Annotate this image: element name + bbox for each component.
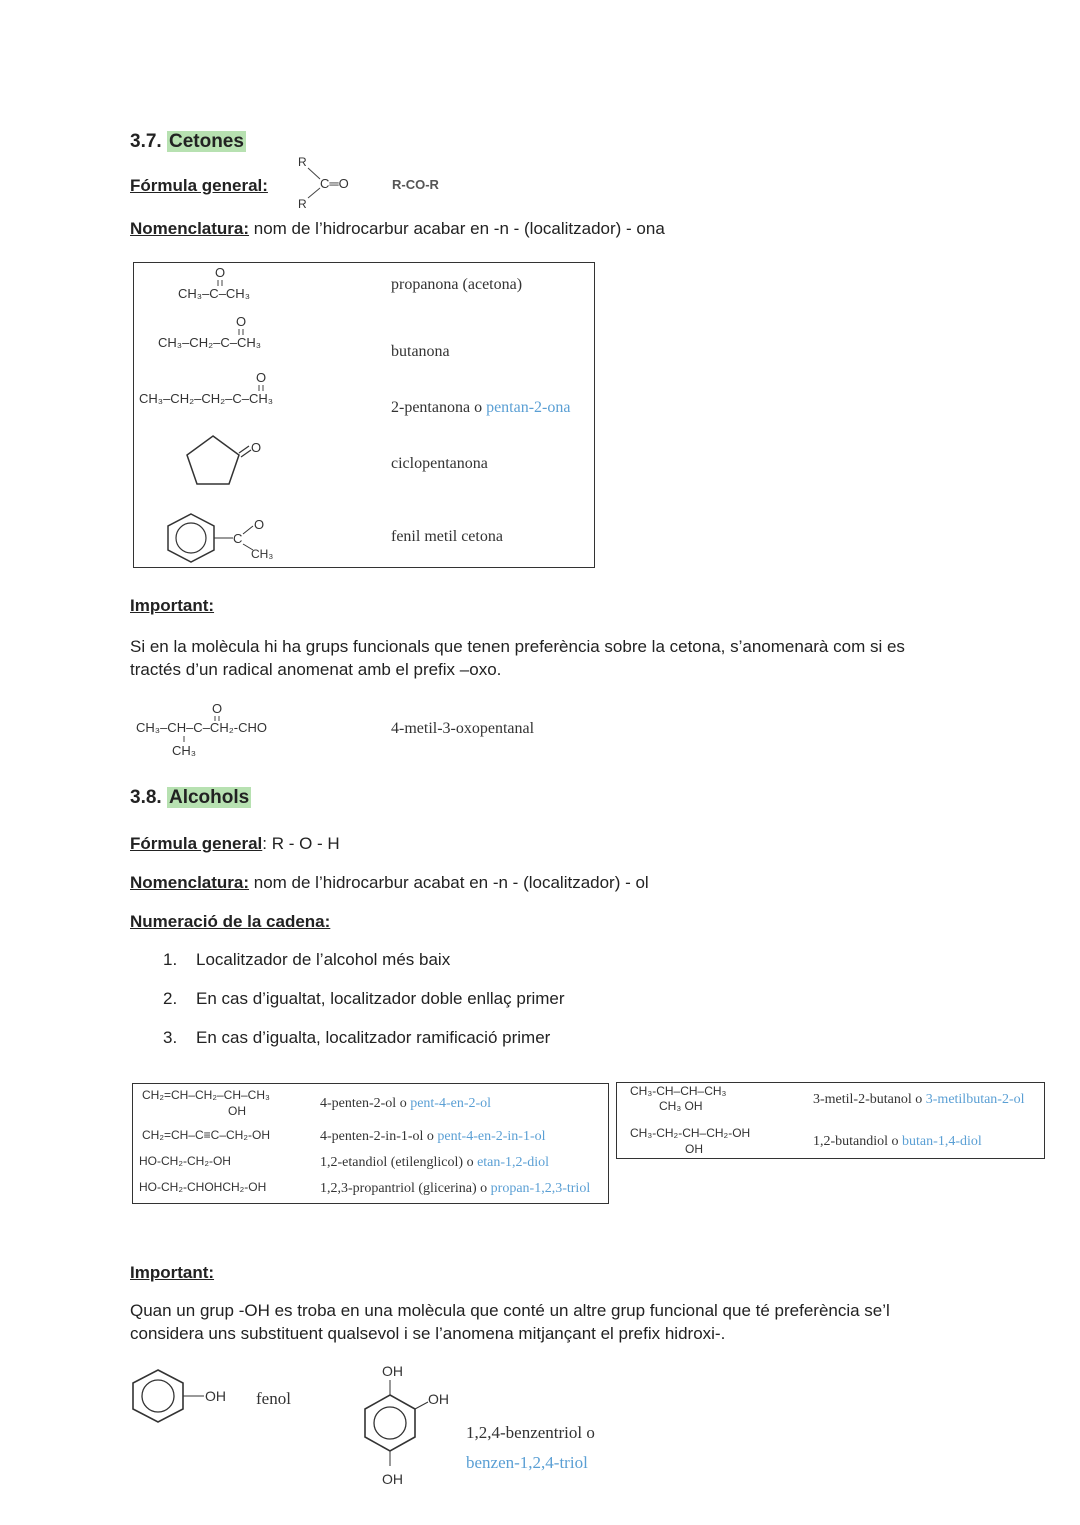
benzene-ring bbox=[133, 1370, 183, 1422]
important-text: Quan un grup -OH es troba en una molècula que conté un altre grup funcional que té preferència se’l considera uns substituent qualsevol i se l’anomena mitjançant el prefix hidroxi-. bbox=[130, 1301, 890, 1343]
section-number: 3.8. bbox=[130, 787, 162, 808]
alcohol-formula-line bbox=[130, 832, 340, 855]
benzene-ring bbox=[168, 514, 214, 562]
example-name: propanona (acetona) bbox=[391, 276, 523, 293]
ketone-formula-text: R-CO-R bbox=[392, 177, 439, 192]
bond-line bbox=[243, 526, 253, 534]
alt-name: pent-4-en-2-ol bbox=[410, 1096, 492, 1111]
numbering-label: Numeració de la cadena: bbox=[130, 912, 331, 931]
formula-substituent: OH bbox=[685, 1142, 703, 1156]
formula-cell: CH₂=CH–C≡C–CH₂-OH bbox=[142, 1128, 270, 1142]
example-name bbox=[391, 399, 570, 417]
important-text: Si en la molècula hi ha grups funcionals que tenen preferència sobre la cetona, s’anomenarà com si es tractés d’un radical anomenat amb el prefix –oxo. bbox=[130, 637, 905, 679]
hydroxyl-label: OH bbox=[205, 1388, 226, 1404]
name-text: 1,2-etandiol (etilenglicol) o bbox=[320, 1155, 478, 1170]
example-name: ciclopentanona bbox=[391, 455, 488, 472]
carbonyl-label: C═O bbox=[320, 176, 349, 191]
formula-cell: CH₂=CH–CH₂–CH–CH₃ bbox=[142, 1088, 270, 1102]
example-alt-name: pentan-2-ona bbox=[486, 399, 571, 416]
hydroxyl-label: OH bbox=[382, 1471, 403, 1487]
alt-name: butan-1,4-diol bbox=[902, 1134, 982, 1149]
list-number: 1. bbox=[163, 950, 178, 969]
oxygen-label: O bbox=[212, 701, 223, 716]
list-text: Localitzador de l’alcohol més baix bbox=[196, 950, 451, 969]
ketone-general-structure bbox=[290, 152, 370, 212]
formula-cell: CH₃-CH–CH–CH₃ bbox=[630, 1084, 727, 1098]
chain-label: CH₃–CH₂–CH₂–C–CH₃ bbox=[139, 391, 274, 406]
list-number: 2. bbox=[163, 989, 178, 1008]
name-text: 4-penten-2-ol o bbox=[320, 1096, 411, 1111]
numbering-list-item bbox=[163, 987, 565, 1010]
oxygen-label: O bbox=[236, 314, 247, 329]
hydroxyl-label: OH bbox=[382, 1363, 403, 1379]
alcohol-table-left bbox=[132, 1083, 609, 1204]
cyclopentanone-structure bbox=[183, 432, 283, 492]
phenol-structure bbox=[130, 1368, 240, 1428]
benzenetriol-structure bbox=[360, 1362, 470, 1492]
name-cell bbox=[320, 1129, 546, 1145]
list-text: En cas d’igualtat, localitzador doble enllaç primer bbox=[196, 989, 565, 1008]
triol-alt-name: benzen-1,2,4-triol bbox=[466, 1453, 588, 1472]
formula-substituent: OH bbox=[228, 1104, 246, 1118]
section-heading: Alcohols bbox=[168, 787, 250, 808]
aromatic-circle bbox=[142, 1380, 174, 1412]
alt-name: propan-1,2,3-triol bbox=[490, 1181, 591, 1196]
alcohol-table-right bbox=[616, 1082, 1045, 1159]
pentagon-ring bbox=[187, 436, 239, 484]
oxygen-label: O bbox=[251, 440, 262, 455]
name-cell bbox=[320, 1155, 549, 1171]
list-number: 3. bbox=[163, 1028, 178, 1047]
name-cell bbox=[320, 1096, 491, 1112]
oxo-example-name: 4-metil-3-oxopentanal bbox=[391, 720, 535, 737]
aromatic-circle bbox=[374, 1407, 406, 1439]
name-cell bbox=[813, 1092, 1025, 1108]
chain-label: CH₃–C–CH₃ bbox=[178, 286, 250, 301]
oxo-example-structure bbox=[136, 700, 326, 760]
example-name: butanona bbox=[391, 343, 450, 360]
butanone-structure bbox=[158, 313, 308, 353]
important-label: Important: bbox=[130, 596, 215, 615]
formula-cell: CH₃-CH₂-CH–CH₂-OH bbox=[630, 1126, 751, 1140]
oxygen-label: O bbox=[256, 370, 267, 385]
nomenclature-label: Nomenclatura: bbox=[130, 219, 250, 238]
oxygen-label: O bbox=[215, 265, 226, 280]
example-name: fenil metil cetona bbox=[391, 528, 503, 545]
bond-line bbox=[308, 168, 320, 179]
section-heading: Cetones bbox=[168, 131, 244, 152]
phenol-name: fenol bbox=[256, 1389, 291, 1408]
propanone-structure bbox=[178, 264, 298, 304]
chain-label: CH₃–CH₂–C–CH₃ bbox=[158, 335, 262, 350]
formula-text: : R - O - H bbox=[262, 834, 340, 853]
ketone-formula-line bbox=[130, 174, 268, 197]
section-number: 3.7. bbox=[130, 131, 162, 152]
chain-label: CH₃–CH–C–CH₂-CHO bbox=[136, 720, 267, 735]
list-text: En cas d’igualta, localitzador ramificació primer bbox=[196, 1028, 551, 1047]
acetophenone-structure bbox=[163, 510, 293, 570]
alcohol-nomenclature bbox=[130, 871, 649, 894]
name-text: 3-metil-2-butanol o bbox=[813, 1092, 926, 1107]
section-title-alcohols bbox=[130, 787, 251, 809]
section-title-ketones bbox=[130, 131, 246, 153]
formula-label: Fórmula general: bbox=[130, 176, 268, 195]
example-name-text: 2-pentanona o bbox=[391, 399, 487, 416]
hydroxyl-label: OH bbox=[428, 1391, 449, 1407]
aromatic-circle bbox=[176, 523, 206, 553]
important-label: Important: bbox=[130, 1263, 215, 1282]
name-text: 1,2,3-propantriol (glicerina) o bbox=[320, 1181, 491, 1196]
r-group-label: R bbox=[298, 155, 307, 169]
formula-cell: HO-CH₂-CH₂-OH bbox=[139, 1154, 231, 1168]
numbering-list-item bbox=[163, 948, 451, 971]
r-group-label: R bbox=[298, 197, 307, 211]
alt-name: 3-metilbutan-2-ol bbox=[925, 1092, 1025, 1107]
name-cell bbox=[813, 1134, 982, 1150]
methyl-label: CH₃ bbox=[251, 547, 274, 561]
name-text: 1,2-butandiol o bbox=[813, 1134, 903, 1149]
numbering-list-item bbox=[163, 1026, 551, 1049]
formula-cell: HO-CH₂-CHOHCH₂-OH bbox=[139, 1180, 267, 1194]
name-text: 4-penten-2-in-1-ol o bbox=[320, 1129, 438, 1144]
bond-line bbox=[415, 1402, 428, 1409]
nomenclature-text: nom de l’hidrocarbur acabat en -n - (localitzador) - ol bbox=[249, 873, 649, 892]
carbon-label: C bbox=[233, 531, 243, 546]
benzene-ring bbox=[365, 1395, 415, 1451]
methyl-label: CH₃ bbox=[172, 743, 197, 758]
nomenclature-text: nom de l’hidrocarbur acabar en -n - (localitzador) - ona bbox=[249, 219, 665, 238]
name-cell bbox=[320, 1181, 590, 1197]
pentanone-structure bbox=[139, 369, 319, 409]
formula-substituent: CH₃ OH bbox=[659, 1099, 703, 1113]
alt-name: pent-4-en-2-in-1-ol bbox=[437, 1129, 546, 1144]
alt-name: etan-1,2-diol bbox=[477, 1155, 549, 1170]
bond-line bbox=[308, 188, 320, 198]
nomenclature-label: Nomenclatura: bbox=[130, 873, 250, 892]
ketone-nomenclature bbox=[130, 217, 665, 240]
formula-label: Fórmula general bbox=[130, 834, 263, 853]
triol-name: 1,2,4-benzentriol o bbox=[466, 1423, 595, 1442]
oxygen-label: O bbox=[254, 517, 265, 532]
